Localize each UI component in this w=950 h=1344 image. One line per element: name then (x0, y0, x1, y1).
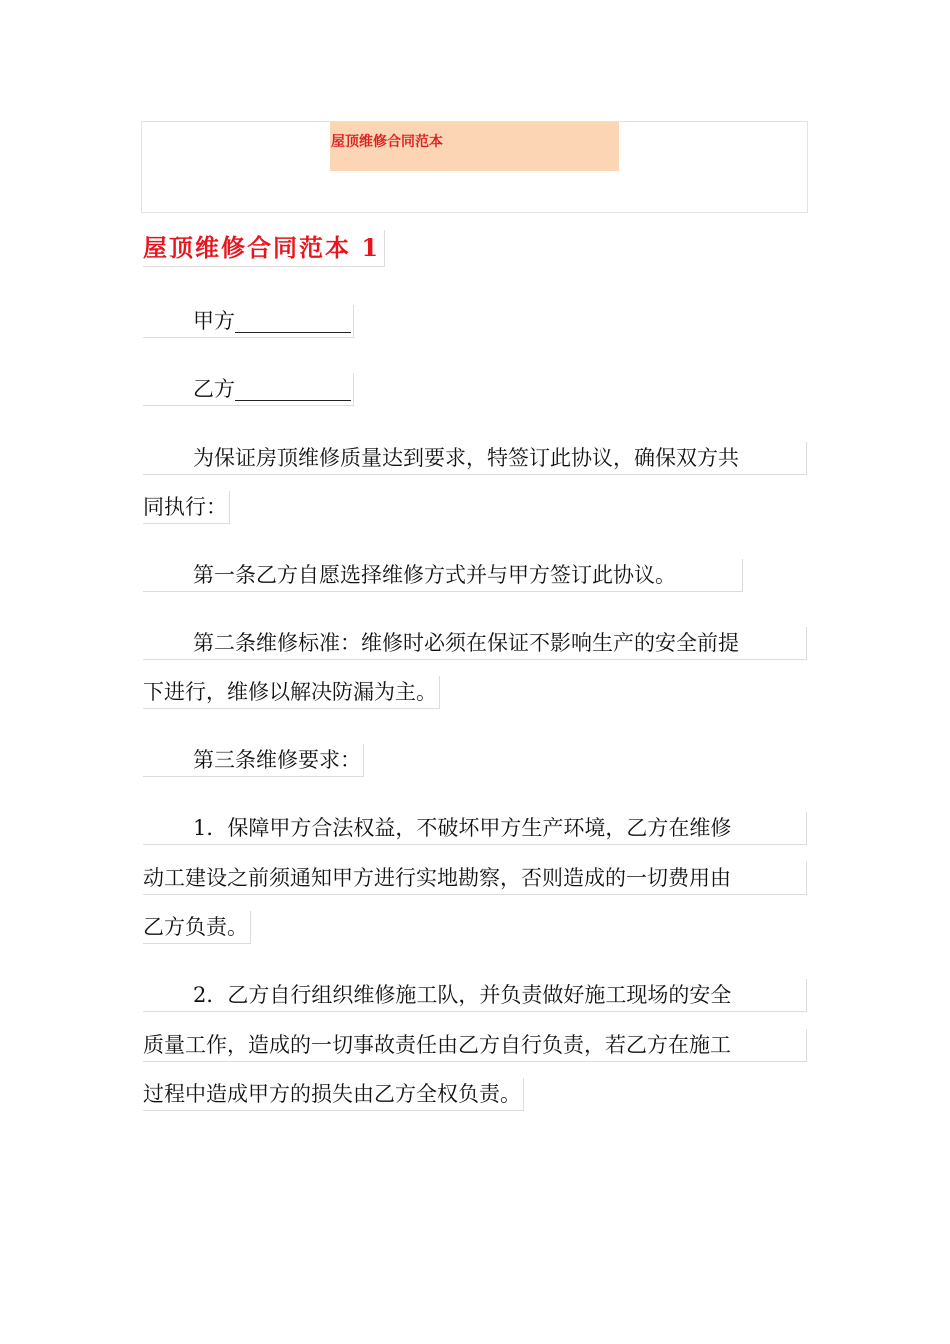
item-line (143, 1078, 524, 1111)
item-text: 动工建设之前须通知甲方进行实地勘察，否则造成的一切费用由 (143, 866, 731, 890)
clause-text: 下进行，维修以解决防漏为主。 (143, 680, 437, 704)
party-b-blank (235, 378, 351, 401)
item-line (143, 911, 251, 944)
item-line (143, 1029, 807, 1062)
party-a-label: 甲方 (193, 309, 235, 333)
item-text: 质量工作，造成的一切事故责任由乙方自行负责，若乙方在施工 (143, 1033, 731, 1057)
party-a-blank (235, 310, 351, 333)
clause-text: 第三条维修要求： (193, 748, 361, 772)
paragraph-text: 为保证房顶维修质量达到要求，特签订此协议，确保双方共 (193, 446, 739, 470)
document-title: 屋顶维修合同范本 1 (143, 230, 385, 267)
item-text: 过程中造成甲方的损失由乙方全权负责。 (143, 1082, 521, 1106)
party-b-line (143, 373, 354, 406)
item-text: 2．乙方自行组织维修施工队，并负责做好施工现场的安全 (193, 983, 732, 1007)
party-b-label: 乙方 (193, 377, 235, 401)
item-line (143, 812, 807, 845)
clause-line (143, 676, 440, 709)
clause-line (143, 559, 743, 592)
paragraph-text: 同执行： (143, 495, 227, 519)
item-line (143, 979, 807, 1012)
item-text: 1．保障甲方合法权益，不破坏甲方生产环境，乙方在维修 (193, 816, 732, 840)
item-line (143, 862, 807, 895)
paragraph-line (143, 442, 807, 475)
clause-line (143, 627, 807, 660)
party-a-line (143, 305, 354, 338)
clause-text: 第二条维修标准：维修时必须在保证不影响生产的安全前提 (193, 631, 739, 655)
item-text: 乙方负责。 (143, 915, 248, 939)
paragraph-line (143, 491, 230, 524)
header-title: 屋顶维修合同范本 (331, 134, 443, 150)
clause-line (143, 744, 364, 777)
clause-text: 第一条乙方自愿选择维修方式并与甲方签订此协议。 (193, 563, 676, 587)
